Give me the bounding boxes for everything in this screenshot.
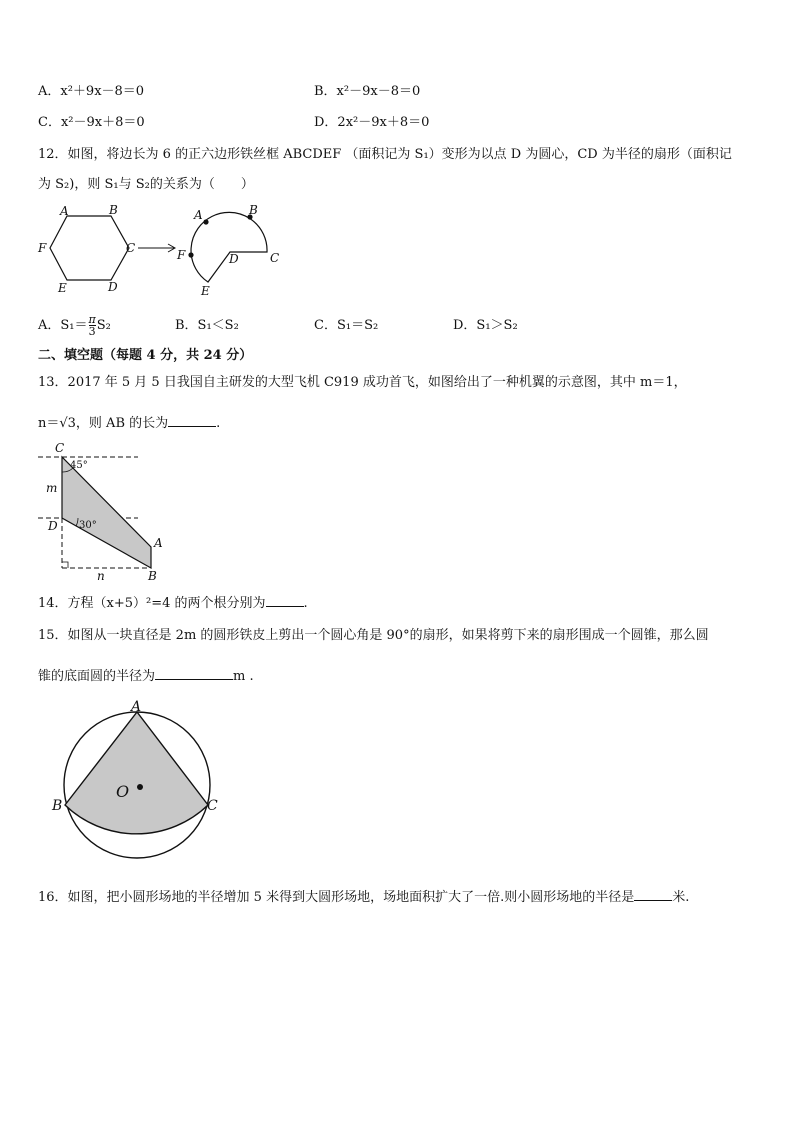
q15-stem-text: 锥的底面圆的半径为 xyxy=(38,669,156,684)
q16-answer-blank[interactable] xyxy=(634,886,672,901)
right-angle-mark xyxy=(62,562,68,568)
q12-option-a xyxy=(38,312,111,340)
sector-label-d: D xyxy=(229,252,239,266)
q15-stem-line1: 15．如图从一块直径是 2m 的圆形铁皮上剪出一个圆心角是 90°的扇形，如果将剪下来的扇形围成一个圆锥，那么圆 xyxy=(38,628,709,643)
q12-option-a-prefix: A．S₁＝ xyxy=(38,318,88,333)
center-point xyxy=(137,784,143,790)
label-o: O xyxy=(116,782,130,801)
q12-option-a-suffix: S₂ xyxy=(96,318,111,333)
fraction-numerator: π xyxy=(88,313,96,326)
q16-stem-text: 16．如图，把小圆形场地的半径增加 5 米得到大圆形场地，场地面积扩大了一倍.则小圆形场地的半径是 xyxy=(38,890,635,905)
sector-label-e: E xyxy=(201,284,210,298)
q15-answer-blank[interactable] xyxy=(155,665,233,680)
q13-answer-blank[interactable] xyxy=(168,412,216,427)
q16-stem xyxy=(38,886,689,907)
q13-stem-line1: 13．2017 年 5 月 5 日我国自主研发的大型飞机 C919 成功首飞，如图给出了一种机翼的示意图，其中 m＝1， xyxy=(38,375,687,390)
q15-stem-end: m . xyxy=(233,669,254,684)
label-n: n xyxy=(97,569,105,583)
hexagon-shape xyxy=(50,216,129,280)
sector-label-b: B xyxy=(249,203,258,217)
q11-option-b: B．x²－9x－8＝0 xyxy=(314,84,421,99)
label-c: C xyxy=(207,798,218,814)
sector-label-c: C xyxy=(270,251,280,265)
q14-stem xyxy=(38,592,308,613)
sector-point-f xyxy=(188,252,193,257)
label-m: m xyxy=(46,481,58,495)
q12-option-c: C．S₁＝S₂ xyxy=(314,318,379,333)
q14-answer-blank[interactable] xyxy=(266,592,304,607)
hex-label-e: E xyxy=(58,281,67,295)
hex-label-b: B xyxy=(109,203,118,217)
q12-option-d: D．S₁＞S₂ xyxy=(453,318,518,333)
q15-circle-sector-figure xyxy=(48,698,228,863)
label-a: A xyxy=(154,536,163,550)
label-b: B xyxy=(52,798,63,814)
section-heading-fill-in: 二、填空题（每题 4 分，共 24 分） xyxy=(38,348,253,363)
q12-option-b: B．S₁＜S₂ xyxy=(175,318,239,333)
fraction-denominator: 3 xyxy=(88,325,96,338)
q13-wing-figure xyxy=(38,440,178,585)
label-c: C xyxy=(55,441,65,455)
wing-shape xyxy=(62,457,151,568)
label-angle-30: 30° xyxy=(79,520,97,531)
q11-option-a: A．x²＋9x－8＝0 xyxy=(38,84,145,99)
pi-over-3-fraction xyxy=(89,314,96,337)
label-angle-45: 45° xyxy=(70,460,88,471)
q13-stem-text: n＝√3，则 AB 的长为 xyxy=(38,416,169,431)
q13-stem-line2 xyxy=(38,412,220,433)
q12-stem-line1: 12．如图，将边长为 6 的正六边形铁丝框 ABCDEF （面积记为 S₁）变形为以点 D 为圆心，CD 为半径的扇形（面积记 xyxy=(38,147,732,162)
label-b: B xyxy=(148,569,157,583)
sector-label-a: A xyxy=(194,208,203,222)
hex-label-a: A xyxy=(60,204,69,218)
q14-stem-end: . xyxy=(303,596,308,611)
q12-stem-line2: 为 S₂)，则 S₁与 S₂的关系为（ ） xyxy=(38,177,254,192)
q15-stem-line2 xyxy=(38,665,254,686)
sector-shape xyxy=(191,212,267,282)
q16-stem-end: 米. xyxy=(672,890,690,905)
q14-stem-text: 14．方程（x+5）²=4 的两个根分别为 xyxy=(38,596,266,611)
q11-option-d: D．2x²－9x＋8＝0 xyxy=(314,115,430,130)
q12-hexagon-figure xyxy=(34,200,294,300)
sector-label-f: F xyxy=(177,248,186,262)
sector-point-a xyxy=(203,219,208,224)
q11-option-c: C．x²－9x＋8＝0 xyxy=(38,115,145,130)
hex-label-d: D xyxy=(108,280,118,294)
shaded-sector xyxy=(65,712,208,834)
hex-label-c: C xyxy=(126,241,136,255)
label-a: A xyxy=(131,699,142,715)
q13-stem-end: . xyxy=(216,416,221,431)
label-d: D xyxy=(48,519,58,533)
hex-label-f: F xyxy=(38,241,47,255)
